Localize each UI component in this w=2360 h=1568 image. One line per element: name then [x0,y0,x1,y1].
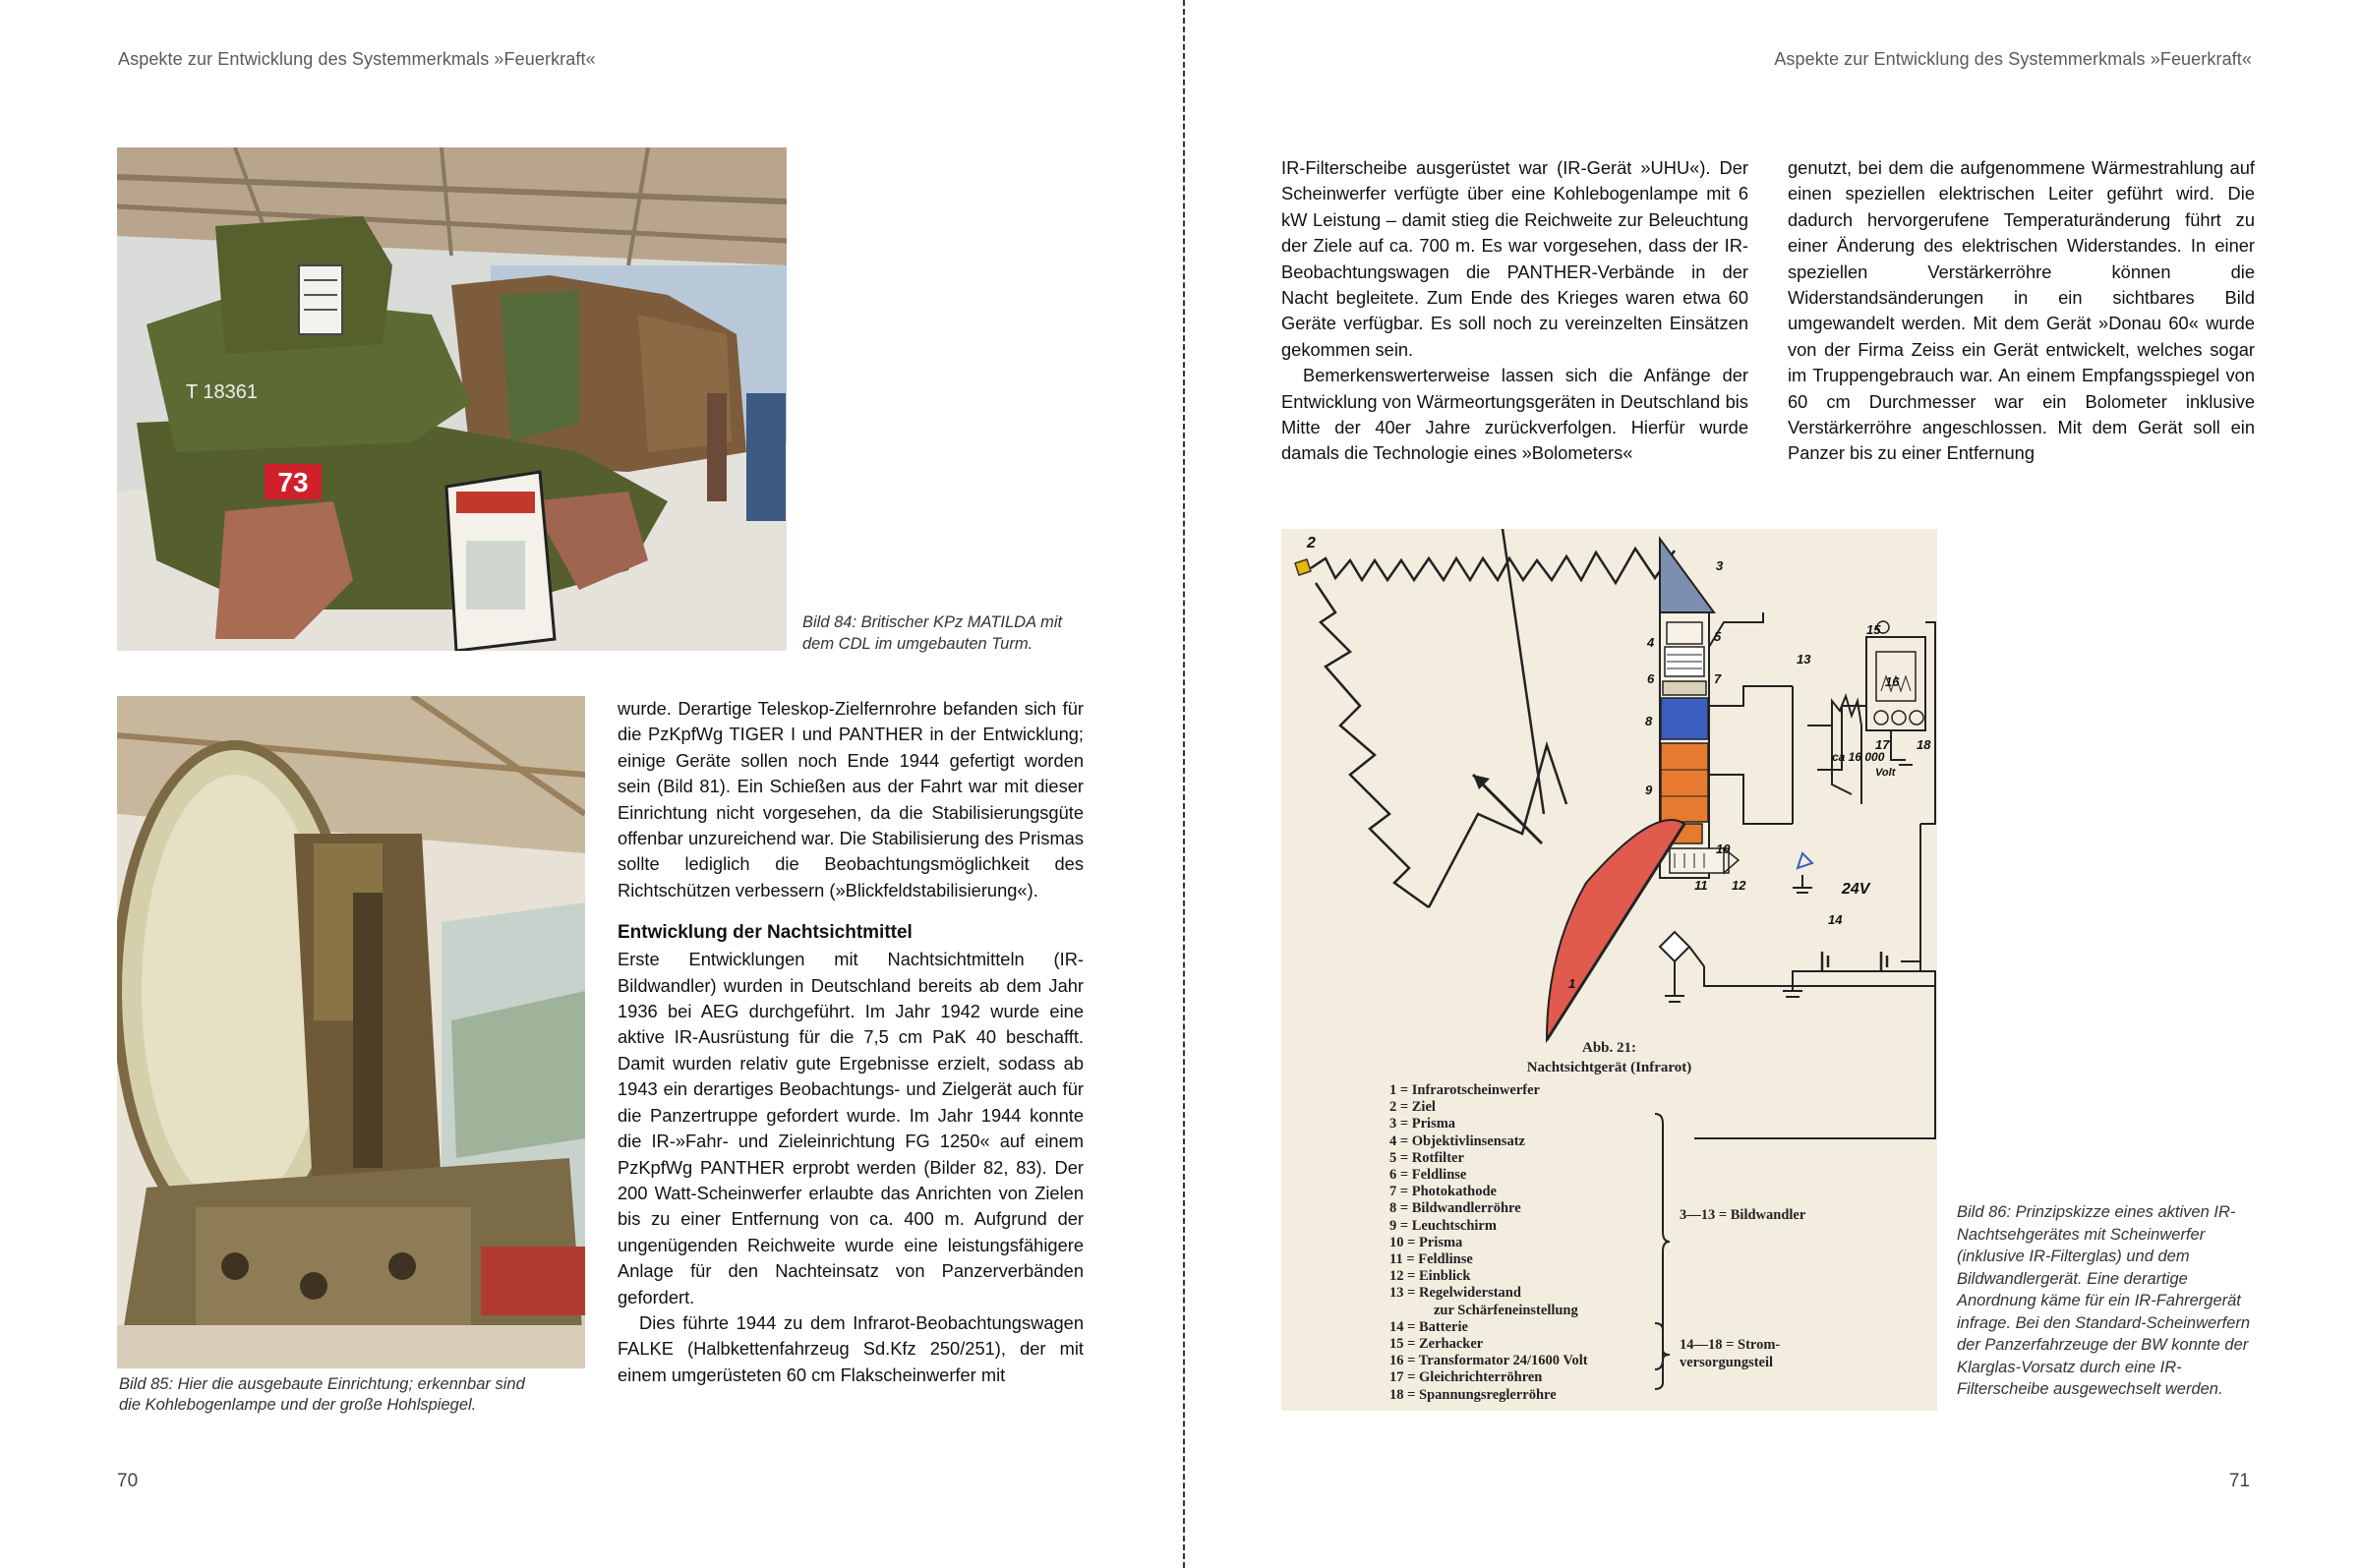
legend-item: 11 = Feldlinse [1389,1251,1473,1267]
diagram-number: 4 [1647,635,1655,650]
legend-group-image-converter: 3—13 = Bildwandler [1680,1207,1806,1223]
diagram-number: 7 [1714,671,1722,686]
figure84-caption-line2: dem CDL im umgebauten Turm. [802,635,1033,653]
diagram-number: 11 [1694,878,1708,893]
legend-item: 7 = Photokathode [1389,1184,1497,1200]
left-text-column [618,696,1084,1388]
legend-item: 4 = Objektivlinsensatz [1389,1132,1525,1149]
paragraph: Erste Entwicklungen mit Nachtsichtmitteln (IR-Bildwandler) wurden in Deutschland bereits ab dem Jahr 1936 bei AEG durchgeführt. Im Jahr 1942 wurde eine aktive IR-Ausrüstung für die 7,5 cm PaK 40 beschafft. Damit wurden relativ gute Ergebnisse erzielt, sodass ab 1943 ein derartiges Beobachtungs- und Zielgerät auch für die Panzertruppe gefordert wurde. Im Jahr 1944 konnte die IR-»Fahr- und Zieleinrichtung FG 1250« auf einem PzKpfWg PANTHER erprobt werden (Bilder 82, 83). Der 200 Watt-Scheinwerfer erlaubte das Anrichten von Zielen bis zu einer Entfernung von ca. 400 m. Aufgrund der ungenügenden Reichweite wurde eine leistungsfähigere Anlage für den Nachteinsatz von Panzerverbänden gefordert. [618,949,1084,1307]
battery-voltage-label: 24V [1842,881,1870,898]
legend-item: 16 = Transformator 24/1600 Volt [1389,1353,1588,1369]
legend-item: 8 = Bildwandlerröhre [1389,1200,1521,1217]
diagram-number: 5 [1714,629,1722,644]
paragraph: Dies führte 1944 zu dem Infrarot-Beobachtungswagen FALKE (Halbkettenfahrzeug Sd.Kfz 250/251), der mit einem umgerüsteten 60 cm Flakscheinwerfer mit [618,1311,1084,1385]
diagram-subtitle: Nachtsichtgerät (Infrarot) [1526,1060,1692,1075]
legend-item: zur Schärfeneinstellung [1434,1302,1578,1318]
paragraph: Bemerkenswerterweise lassen sich die Anfänge der Entwicklung von Wärmeortungsgeräten in Deutschland bis Mitte der 40er Jahre zurückverfolgen. Hierfür wurde damals die Technologie eines »Bolometers« [1281,365,1748,464]
legend-item: 3 = Prisma [1389,1116,1456,1132]
running-header: Aspekte zur Entwicklung des Systemmerkmals »Feuerkraft« [1774,49,2252,69]
tank-hull-marking: T 18361 [186,381,259,403]
diagram-number: 8 [1645,714,1653,728]
voltage-label: ca 16 000 [1832,750,1885,764]
diagram-number: 15 [1866,622,1881,637]
tank-number-label: 73 [277,467,309,497]
running-header: Aspekte zur Entwicklung des Systemmerkmals »Feuerkraft« [118,49,596,69]
legend-item: 1 = Infrarotscheinwerfer [1389,1082,1540,1098]
figure84-caption-line1: Bild 84: Britischer KPz MATILDA mit [802,613,1063,631]
legend-item: 2 = Ziel [1389,1099,1436,1116]
legend-item: 15 = Zerhacker [1389,1336,1484,1352]
legend-item: 18 = Spannungsreglerröhre [1389,1386,1557,1403]
diagram-number: 16 [1885,674,1900,689]
legend-group-power-supply-line2: versorgungsteil [1680,1355,1774,1370]
paragraph: IR-Filterscheibe ausgerüstet war (IR-Gerät »UHU«). Der Scheinwerfer verfügte über eine Kohlebogenlampe mit 6 kW Leistung – damit stieg die Reichweite zur Beleuchtung der Ziele auf ca. 700 m. Es war vorgesehen, dass der IR-Beobachtungswagen die PANTHER-Verbände in der Nacht begleitete. Zum Ende des Krieges waren etwa 60 Geräte verfügbar. Es soll noch zu vereinzelten Einsätzen gekommen sein. [1281,157,1748,360]
figure85-caption [119,1374,591,1416]
figure86-caption: Bild 86: Prinzipskizze eines aktiven IR-Nachtsehgerätes mit Scheinwerfer (inklusive IR-Filterglas) und dem Bildwandlergerät. Eine derartige Anordnung käme für ein IR-Fahrergerät infrage. Bei den Standard-Scheinwerfern der Panzerfahrzeuge der BW konnte der Klarglas-Vorsatz durch eine IR-Filterscheibe ausgewechselt werden. [1957,1203,2251,1398]
diagram-number: 9 [1645,783,1653,797]
right-text-column-1 [1281,155,1748,467]
section-heading: Entwicklung der Nachtsichtmittel [618,922,913,944]
diagram-number: 13 [1797,652,1811,667]
legend-item: 9 = Leuchtschirm [1389,1217,1497,1234]
figure85-caption-line1: Bild 85: Hier die ausgebaute Einrichtung; erkennbar sind [119,1375,525,1393]
diagram-number: 10 [1716,842,1731,856]
legend-item: 10 = Prisma [1389,1234,1463,1250]
legend-item: 5 = Rotfilter [1389,1149,1464,1166]
paragraph: wurde. Derartige Teleskop-Zielfernrohre befanden sich für die PzKpfWg TIGER I und PANTHER in der Entwicklung; einige Geräte sollen noch Ende 1944 gefertigt worden sein (Bild 81). Ein Schießen aus der Fahrt war mit dieser Einrichtung nicht vorgesehen, da die Stabilisierungsgüte offenbar unzureichend war. Die Stabilisierung des Prismas sollte lediglich die Beobachtungsmöglichkeit des Richtschützen verbessern (»Blickfeldstabilisierung«). [618,698,1084,900]
reflected-ray [1311,549,1675,583]
figure85-caption-line2: die Kohlebogenlampe und der große Hohlspiegel. [119,1396,477,1414]
figure84-caption [802,611,1097,655]
diagram-number: 12 [1732,878,1746,893]
legend-group-power-supply-line1: 14—18 = Strom- [1680,1337,1781,1353]
diagram-title [1281,1038,1937,1077]
tank-photo [117,147,787,651]
paragraph: genutzt, bei dem die aufgenommene Wärmestrahlung auf einen speziellen elektrischen Leiter geführt wird. Die dadurch hervorgerufene Temperaturänderung führt zu einer Änderung des elektrischen Widerstandes. In einer speziellen Verstärkerröhre können die Widerstandsänderungen in ein sichtbares Bild umgewandelt werden. Mit dem Gerät »Donau 60« wurde von der Firma Zeiss ein Gerät entwickelt, welches sogar im Truppengebrauch war. An einem Empfangsspiegel von 60 cm Durchmesser war ein Bolometer inklusive Verstärkerröhre angeschlossen. Mit dem Gerät soll ein Panzer bis zu einer Entfernung [1788,157,2255,464]
diagram-number: 14 [1828,912,1843,927]
emitted-ray [1316,583,1429,907]
converter-tube-block [1661,743,1708,822]
page-number: 71 [2228,1471,2250,1491]
legend-item: 17 = Gleichrichterröhren [1389,1369,1543,1386]
searchlight-photo [117,696,585,1368]
ir-night-vision-diagram [1281,529,1937,1411]
right-text-column-2 [1788,155,2255,467]
diagram-title-line1: Abb. 21: [1581,1040,1636,1056]
diagram-number: 1 [1568,976,1576,991]
legend-item: 14 = Batterie [1389,1318,1468,1335]
diagram-number: 6 [1647,671,1655,686]
photocathode-block [1661,698,1708,739]
target-marker [1295,559,1311,575]
diagram-number: 18 [1917,737,1931,752]
diagram-number: 2 [1307,535,1316,552]
diagram-number: 3 [1716,558,1724,573]
legend-item: 6 = Feldlinse [1389,1167,1467,1183]
legend-item: 12 = Einblick [1389,1268,1471,1285]
diagram-number: 17 [1875,737,1890,752]
page-number: 70 [117,1471,139,1491]
prism-top [1660,539,1714,612]
volt-label: Volt [1875,767,1896,779]
legend-item: 13 = Regelwiderstand [1389,1285,1521,1302]
